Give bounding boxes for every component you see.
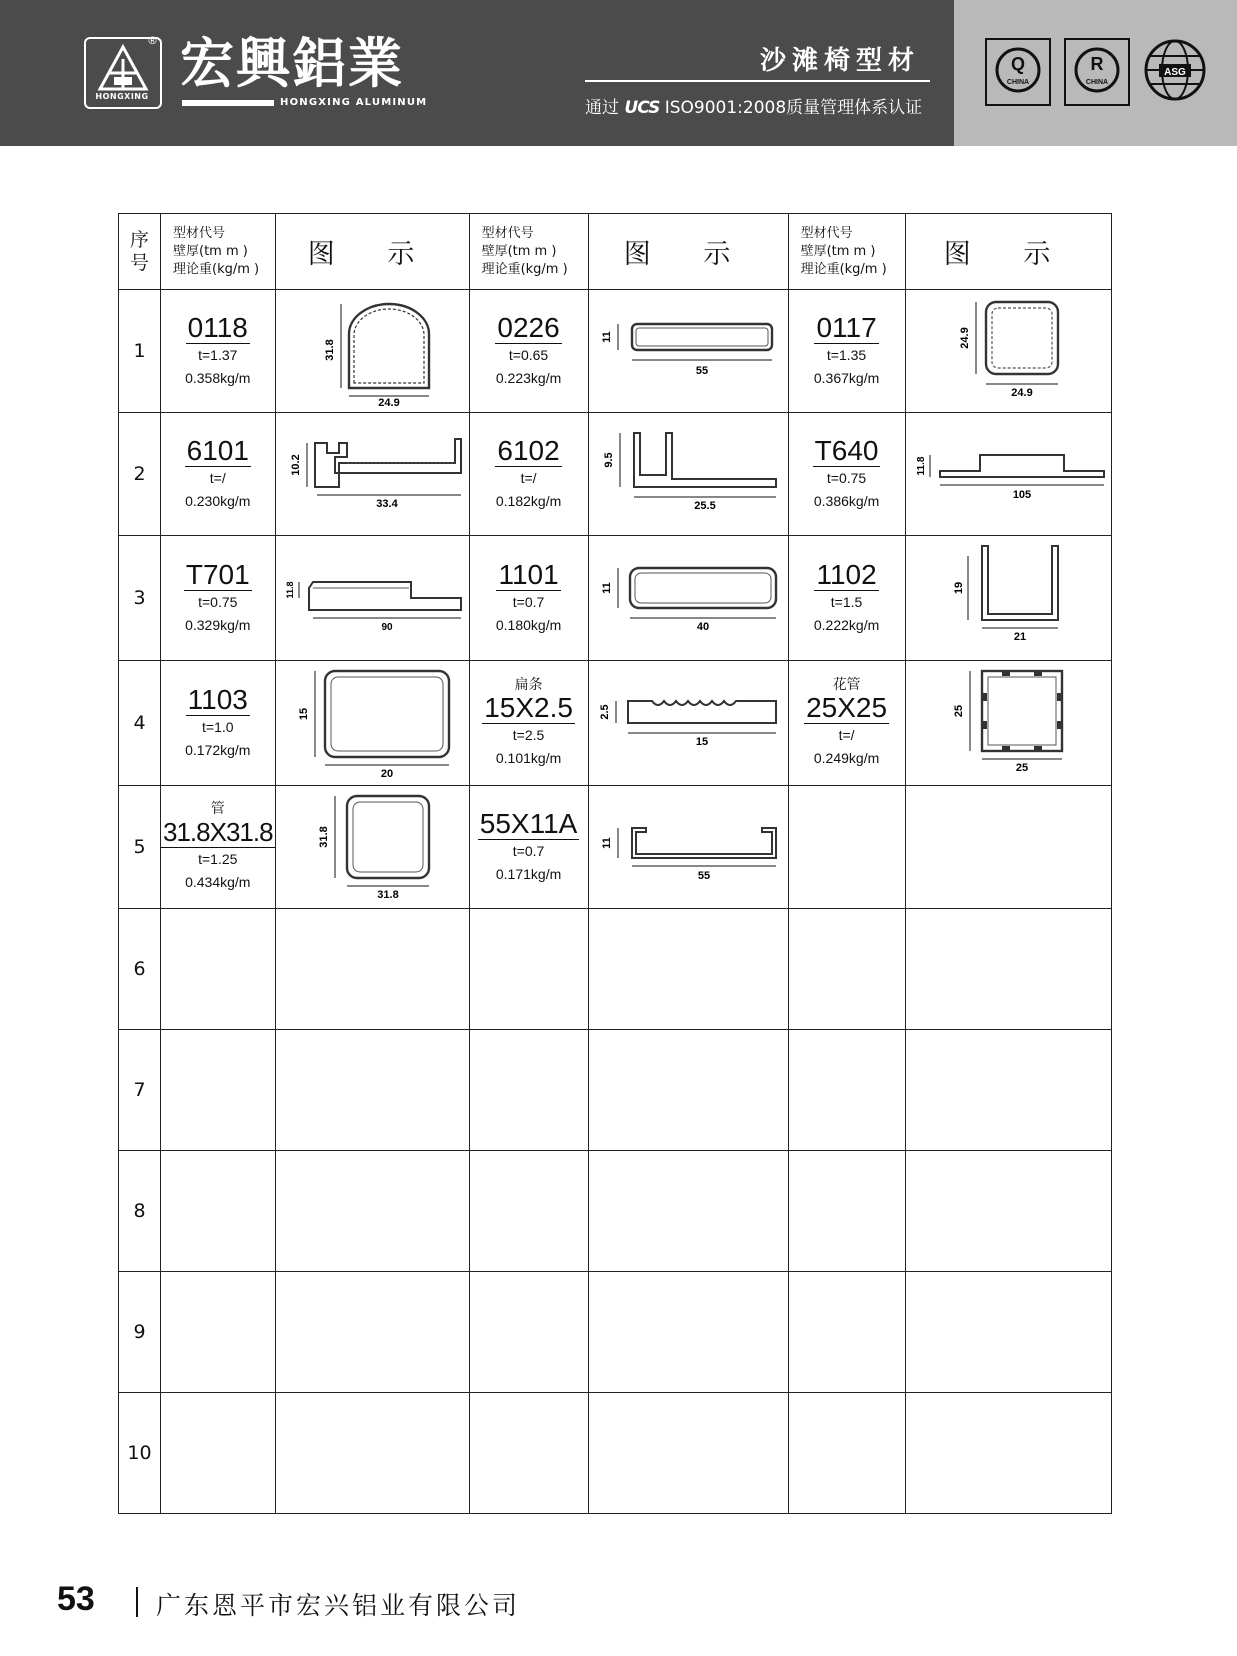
theoretical-weight: 0.180kg/m xyxy=(495,616,562,633)
profile-diagram-cell xyxy=(588,536,788,661)
wall-thickness: t=1.25 xyxy=(198,850,238,867)
row-number: 6 xyxy=(119,909,161,1030)
table-row xyxy=(119,1272,1112,1393)
profile-code: T701 xyxy=(185,558,250,590)
theoretical-weight: 0.367kg/m xyxy=(813,369,880,386)
profile-spec-cell xyxy=(788,290,905,413)
step-tube-profile-icon xyxy=(277,536,467,656)
profile-spec-cell xyxy=(469,661,588,786)
profile-spec-cell xyxy=(469,413,588,536)
table-header-row xyxy=(119,214,1112,290)
registration-badge-icon xyxy=(1064,38,1130,106)
profile-code: 25X25 xyxy=(806,691,888,723)
table-row xyxy=(119,1030,1112,1151)
row-number: 10 xyxy=(119,1393,161,1514)
wall-thickness: t=/ xyxy=(838,726,855,743)
wall-thickness: t=1.5 xyxy=(830,593,863,610)
svg-text:33.4: 33.4 xyxy=(376,498,398,510)
profile-diagram-cell xyxy=(905,290,1111,413)
wall-thickness: t=1.35 xyxy=(826,346,867,363)
svg-text:24.9: 24.9 xyxy=(959,327,972,349)
wall-thickness: t=0.65 xyxy=(508,346,549,363)
profile-code: T640 xyxy=(814,434,879,466)
theoretical-weight: 0.434kg/m xyxy=(185,873,251,890)
row-number: 5 xyxy=(119,786,161,909)
profile-diagram-cell xyxy=(275,661,469,786)
diagram-header: 图 示 xyxy=(905,214,1111,290)
square-tube-318-profile-icon xyxy=(277,786,467,904)
svg-text:11.8: 11.8 xyxy=(285,581,296,599)
profile-label: 扁条 xyxy=(514,676,543,693)
profile-diagram-cell xyxy=(275,786,469,909)
profile-code: 0117 xyxy=(816,311,877,343)
svg-text:11.8: 11.8 xyxy=(916,456,928,476)
profile-spec-cell xyxy=(161,661,276,786)
row-number: 9 xyxy=(119,1272,161,1393)
row-number: 3 xyxy=(119,536,161,661)
t-channel-profile-icon xyxy=(277,413,467,531)
profile-diagram-cell xyxy=(905,536,1111,661)
wall-thickness: t=/ xyxy=(209,469,226,486)
svg-text:25.5: 25.5 xyxy=(694,500,716,512)
svg-text:21: 21 xyxy=(1013,631,1027,643)
svg-text:15: 15 xyxy=(298,707,311,721)
table-row xyxy=(119,536,1112,661)
brand-name-cn: 宏興鋁業 xyxy=(180,32,404,95)
square-tube-profile-icon xyxy=(908,290,1108,408)
svg-text:55: 55 xyxy=(697,870,711,882)
title-divider xyxy=(585,80,930,82)
ucs-mark: UCS xyxy=(624,98,660,118)
table-row xyxy=(119,661,1112,786)
profile-code: 6101 xyxy=(186,434,249,466)
theoretical-weight: 0.101kg/m xyxy=(495,749,562,766)
svg-text:11: 11 xyxy=(601,837,614,849)
svg-text:11: 11 xyxy=(601,331,614,343)
profile-table xyxy=(118,213,1112,1514)
wall-thickness: t=0.75 xyxy=(198,593,238,610)
svg-text:20: 20 xyxy=(380,768,394,780)
svg-text:CHINA: CHINA xyxy=(1085,79,1109,86)
svg-text:ASG: ASG xyxy=(1164,67,1186,78)
profile-diagram-cell xyxy=(275,536,469,661)
flat-bar-profile-icon xyxy=(590,661,786,781)
page-number: 53 xyxy=(57,1580,95,1618)
profile-spec-cell xyxy=(788,536,905,661)
table-row xyxy=(119,290,1112,413)
svg-text:105: 105 xyxy=(1012,489,1032,501)
profile-spec-cell xyxy=(788,661,905,786)
profile-code: 6102 xyxy=(497,434,560,466)
profile-spec-cell xyxy=(469,786,588,909)
code-header: 型材代号 壁厚(tm m ) 理论重(kg/m ) xyxy=(788,214,905,290)
profile-spec-cell xyxy=(469,290,588,413)
svg-text:2.5: 2.5 xyxy=(599,704,612,720)
diagram-header: 图 示 xyxy=(588,214,788,290)
company-name: 广东恩平市宏兴铝业有限公司 xyxy=(156,1591,521,1620)
svg-text:25: 25 xyxy=(953,704,966,718)
profile-spec-cell xyxy=(161,786,276,909)
profile-diagram-cell xyxy=(275,290,469,413)
profile-diagram-cell xyxy=(588,413,788,536)
brand-name-en: HONGXING ALUMINUM xyxy=(280,97,428,108)
svg-text:15: 15 xyxy=(695,736,709,748)
profile-diagram-cell xyxy=(588,786,788,909)
table-row xyxy=(119,1393,1112,1514)
svg-text:24.9: 24.9 xyxy=(378,397,400,408)
wall-thickness: t=/ xyxy=(520,469,537,486)
empty-cell xyxy=(788,786,905,909)
svg-text:24.9: 24.9 xyxy=(1011,387,1033,399)
registered-mark: ® xyxy=(147,34,158,47)
rect-tube-40-profile-icon xyxy=(590,536,786,656)
asg-globe-icon xyxy=(1143,38,1207,102)
table-row xyxy=(119,909,1112,1030)
profile-code: 1103 xyxy=(187,683,248,715)
svg-text:25: 25 xyxy=(1015,762,1029,774)
theoretical-weight: 0.230kg/m xyxy=(185,492,251,509)
theoretical-weight: 0.182kg/m xyxy=(495,492,562,509)
profile-spec-cell xyxy=(788,413,905,536)
row-number: 2 xyxy=(119,413,161,536)
wall-thickness: t=0.75 xyxy=(826,469,867,486)
theoretical-weight: 0.222kg/m xyxy=(813,616,880,633)
svg-text:Q: Q xyxy=(1010,54,1026,74)
theoretical-weight: 0.329kg/m xyxy=(185,616,251,633)
profile-diagram-cell xyxy=(905,661,1111,786)
svg-text:R: R xyxy=(1090,54,1104,74)
table-row xyxy=(119,786,1112,909)
profile-label: 管 xyxy=(210,800,225,817)
seq-header: 序 号 xyxy=(119,214,161,290)
patterned-square-tube-icon xyxy=(908,661,1108,781)
table-row xyxy=(119,1151,1112,1272)
c-channel-profile-icon xyxy=(590,786,786,904)
row-number: 7 xyxy=(119,1030,161,1151)
d-tube-profile-icon xyxy=(277,290,467,408)
footer-divider xyxy=(136,1587,138,1617)
svg-text:31.8: 31.8 xyxy=(318,826,331,848)
profile-spec-cell xyxy=(161,290,276,413)
wall-thickness: t=1.0 xyxy=(202,718,234,735)
svg-text:19: 19 xyxy=(953,581,966,595)
theoretical-weight: 0.386kg/m xyxy=(813,492,880,509)
logo-mark-text: HONGXING xyxy=(95,92,149,101)
svg-text:CHINA: CHINA xyxy=(1006,79,1030,86)
theoretical-weight: 0.172kg/m xyxy=(185,741,251,758)
code-header: 型材代号 壁厚(tm m ) 理论重(kg/m ) xyxy=(469,214,588,290)
catalog-title: 沙滩椅型材 xyxy=(760,46,921,76)
profile-code: 0118 xyxy=(187,311,248,343)
profile-diagram-cell xyxy=(588,661,788,786)
table-row xyxy=(119,413,1112,536)
svg-text:31.8: 31.8 xyxy=(377,889,399,901)
profile-spec-cell xyxy=(161,536,276,661)
row-number: 4 xyxy=(119,661,161,786)
row-number: 8 xyxy=(119,1151,161,1272)
svg-text:90: 90 xyxy=(381,622,393,633)
empty-cell xyxy=(905,786,1111,909)
wall-thickness: t=1.37 xyxy=(198,346,238,363)
theoretical-weight: 0.223kg/m xyxy=(495,369,562,386)
rect-tube-20-profile-icon xyxy=(277,661,467,781)
svg-text:10.2: 10.2 xyxy=(290,454,303,476)
profile-code: 1101 xyxy=(498,558,559,590)
code-header: 型材代号 壁厚(tm m ) 理论重(kg/m ) xyxy=(161,214,276,290)
profile-spec-cell xyxy=(161,413,276,536)
svg-text:9.5: 9.5 xyxy=(603,452,616,468)
svg-text:31.8: 31.8 xyxy=(324,339,337,361)
brand-underline xyxy=(182,100,274,106)
theoretical-weight: 0.358kg/m xyxy=(185,369,251,386)
page-header xyxy=(0,0,1237,146)
profile-diagram-cell xyxy=(275,413,469,536)
profile-diagram-cell xyxy=(905,413,1111,536)
profile-label: 花管 xyxy=(832,676,861,693)
svg-text:11: 11 xyxy=(601,582,614,594)
quality-badge-icon xyxy=(985,38,1051,106)
profile-diagram-cell xyxy=(588,290,788,413)
profile-code: 1102 xyxy=(816,558,877,590)
u-clip-profile-icon xyxy=(590,413,786,531)
wall-thickness: t=0.7 xyxy=(512,593,545,610)
profile-code: 31.8X31.8 xyxy=(163,816,273,847)
theoretical-weight: 0.249kg/m xyxy=(813,749,880,766)
row-number: 1 xyxy=(119,290,161,413)
profile-code: 55X11A xyxy=(479,807,578,839)
profile-code: 0226 xyxy=(497,311,560,343)
profile-spec-cell xyxy=(469,536,588,661)
flat-tube-profile-icon xyxy=(590,290,786,408)
profile-code: 15X2.5 xyxy=(484,691,573,723)
u-channel-profile-icon xyxy=(908,536,1108,656)
diagram-header: 图 示 xyxy=(275,214,469,290)
svg-text:55: 55 xyxy=(695,365,709,377)
wall-thickness: t=0.7 xyxy=(512,842,545,859)
wall-thickness: t=2.5 xyxy=(512,726,545,743)
certification-text: 通过 UCS ISO9001:2008质量管理体系认证 xyxy=(585,98,923,118)
flat-t-profile-icon xyxy=(908,413,1108,531)
theoretical-weight: 0.171kg/m xyxy=(495,865,562,882)
svg-text:40: 40 xyxy=(696,621,710,633)
